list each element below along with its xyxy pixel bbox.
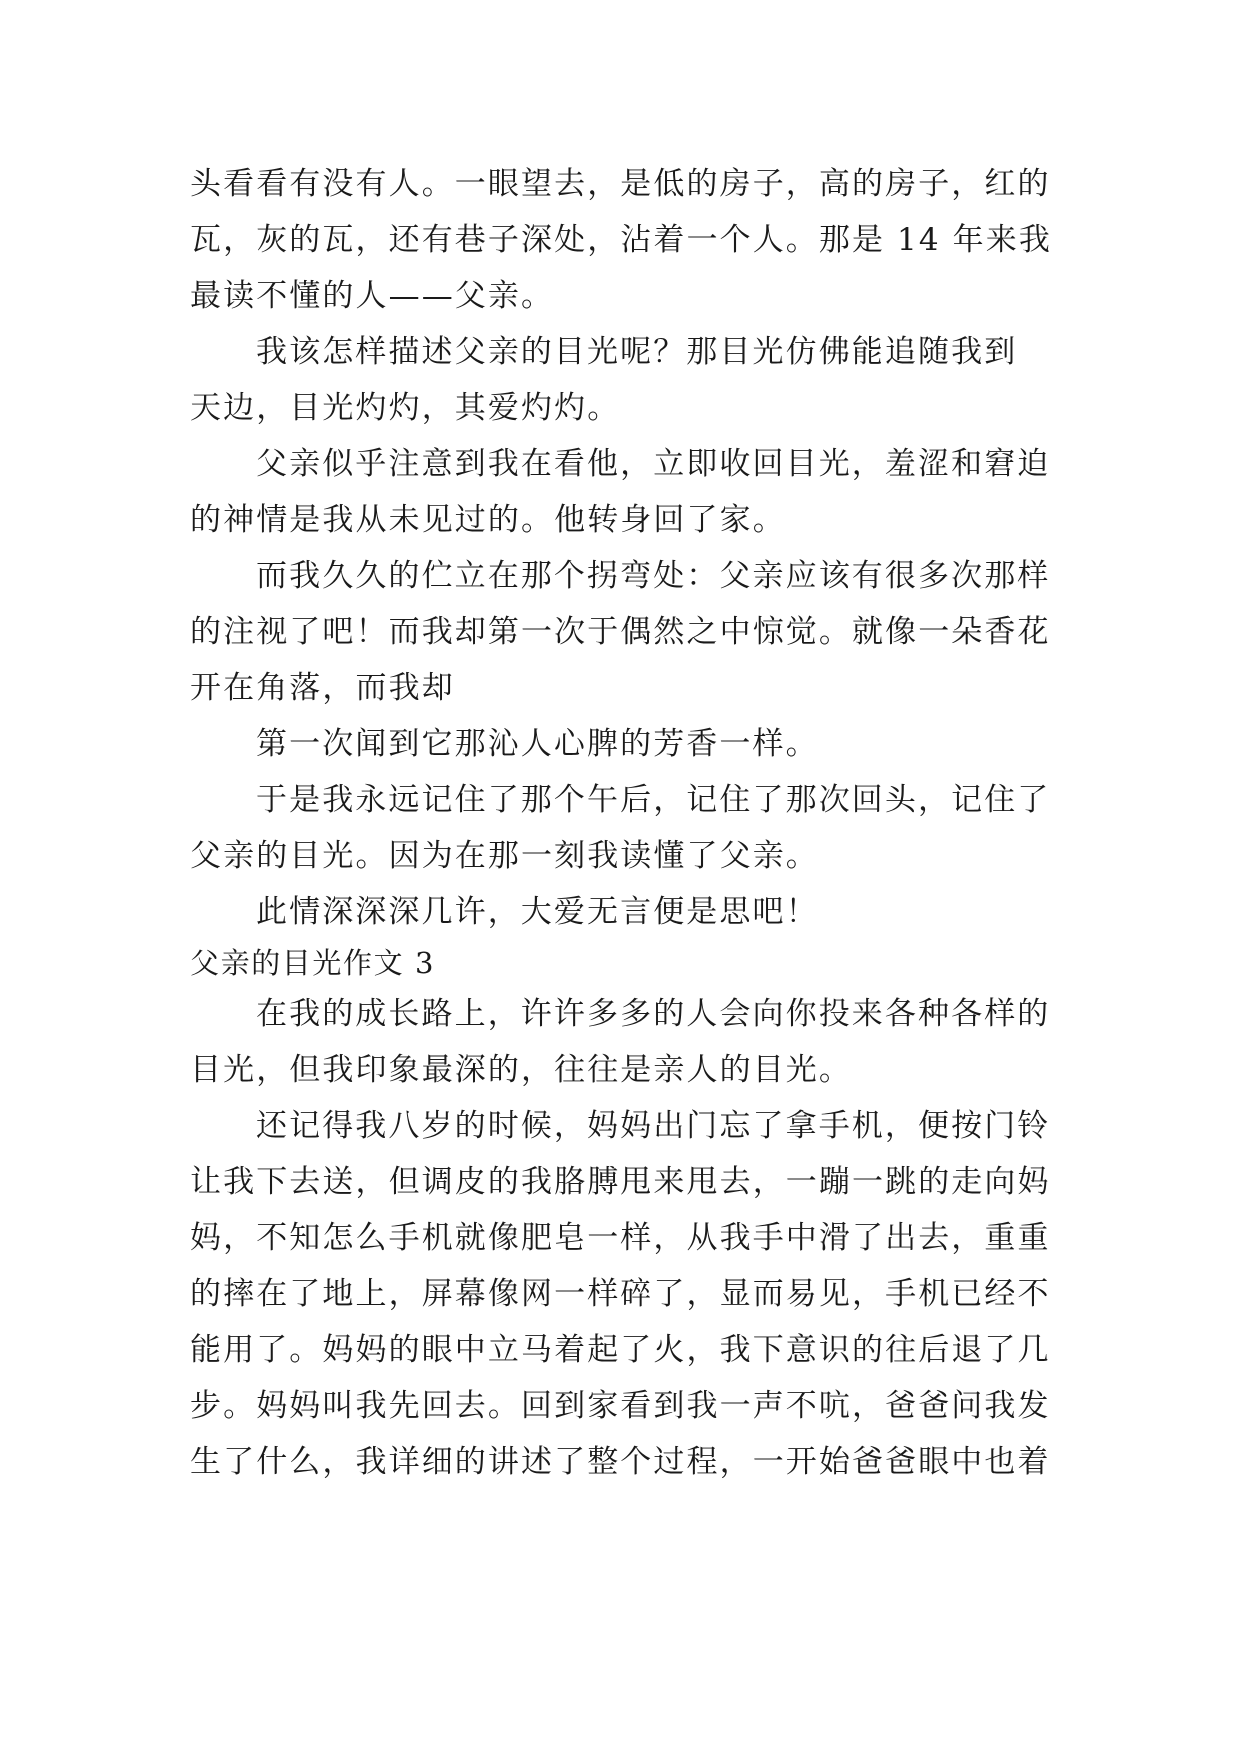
text-line: 目光，但我印象最深的，往往是亲人的目光。 bbox=[190, 1052, 852, 1088]
text-line: 瓦，灰的瓦，还有巷子深处，沾着一个人。那是 14 年来我 bbox=[190, 222, 1052, 258]
text-line: 步。妈妈叫我先回去。回到家看到我一声不吭，爸爸问我发 bbox=[190, 1388, 1051, 1424]
paragraph-first-line: 于是我永远记住了那个午后，记住了那次回头，记住了 bbox=[256, 782, 1051, 818]
text-line: 的神情是我从未见过的。他转身回了家。 bbox=[190, 502, 786, 538]
paragraph-first-line: 此情深深深几许，大爱无言便是思吧！ bbox=[256, 894, 819, 930]
paragraph-first-line: 而我久久的伫立在那个拐弯处：父亲应该有很多次那样 bbox=[256, 558, 1051, 594]
text-line: 能用了。妈妈的眼中立马着起了火，我下意识的往后退了几 bbox=[190, 1332, 1051, 1368]
text-line: 最读不懂的人——父亲。 bbox=[190, 278, 555, 314]
paragraph-first-line: 我该怎样描述父亲的目光呢？那目光仿佛能追随我到 bbox=[256, 334, 1018, 370]
text-line: 妈，不知怎么手机就像肥皂一样，从我手中滑了出去，重重 bbox=[190, 1220, 1051, 1256]
text-line: 让我下去送，但调皮的我胳膊甩来甩去，一蹦一跳的走向妈 bbox=[190, 1164, 1051, 1200]
section-heading: 父亲的目光作文 3 bbox=[190, 946, 436, 980]
paragraph-first-line: 还记得我八岁的时候，妈妈出门忘了拿手机，便按门铃 bbox=[256, 1108, 1051, 1144]
paragraph-first-line: 父亲似乎注意到我在看他，立即收回目光，羞涩和窘迫 bbox=[256, 446, 1051, 482]
paragraph-first-line: 第一次闻到它那沁人心脾的芳香一样。 bbox=[256, 726, 819, 762]
text-line: 生了什么，我详细的讲述了整个过程，一开始爸爸眼中也着 bbox=[190, 1444, 1051, 1480]
text-line: 天边，目光灼灼，其爱灼灼。 bbox=[190, 390, 621, 426]
text-line: 头看看有没有人。一眼望去，是低的房子，高的房子，红的 bbox=[190, 166, 1051, 202]
paragraph-first-line: 在我的成长路上，许许多多的人会向你投来各种各样的 bbox=[256, 996, 1051, 1032]
text-line: 的注视了吧！而我却第一次于偶然之中惊觉。就像一朵香花 bbox=[190, 614, 1051, 650]
text-line: 的摔在了地上，屏幕像网一样碎了，显而易见，手机已经不 bbox=[190, 1276, 1051, 1312]
text-line: 开在角落，而我却 bbox=[190, 670, 455, 706]
text-line: 父亲的目光。因为在那一刻我读懂了父亲。 bbox=[190, 838, 819, 874]
